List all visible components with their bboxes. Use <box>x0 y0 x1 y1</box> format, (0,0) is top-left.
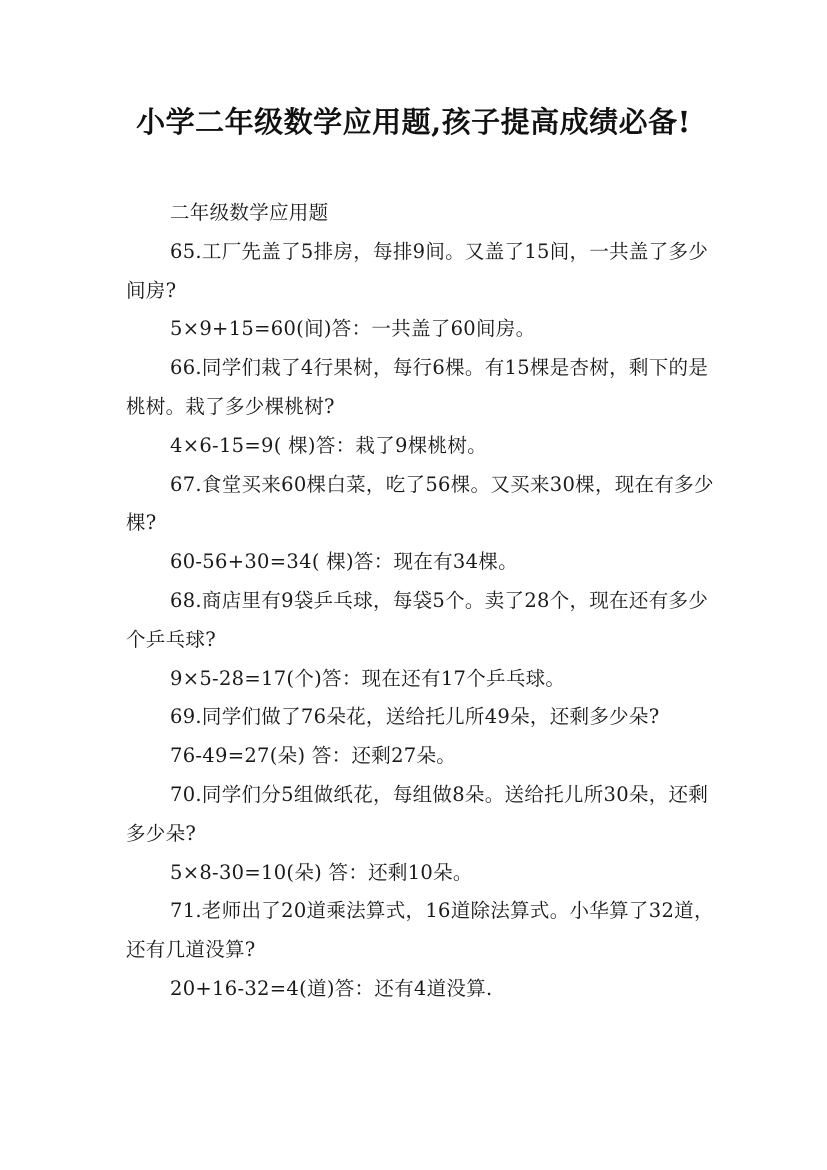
document-body <box>126 194 714 1009</box>
answer-67: 60-56+30=34( 棵)答：现在有34棵。 <box>170 550 518 574</box>
question-67: 67.食堂买来60棵白菜，吃了56棵。又买来30棵，现在有多少棵? <box>126 472 714 535</box>
question-70: 70.同学们分5组做纸花，每组做8朵。送给托儿所30朵，还剩多少朵? <box>126 782 709 845</box>
question-66: 66.同学们栽了4行果树，每行6棵。有15棵是杏树，剩下的是桃树。栽了多少棵桃树? <box>126 356 709 418</box>
answer-68: 9×5-28=17(个)答：现在还有17个乒乓球。 <box>170 666 566 690</box>
question-69: 69.同学们做了76朵花，送给托儿所49朵，还剩多少朵? <box>170 705 660 729</box>
answer-69: 76-49=27(朵) 答：还剩27朵。 <box>170 744 457 768</box>
section-heading: 二年级数学应用题 <box>170 201 329 224</box>
question-68: 68.商店里有9袋乒乓球，每袋5个。卖了28个，现在还有多少个乒乓球? <box>126 588 709 651</box>
answer-70: 5×8-30=10(朵) 答：还剩10朵。 <box>170 860 473 884</box>
answer-71: 20+16-32=4(道)答：还有4道没算. <box>170 976 493 1000</box>
document-title: 小学二年级数学应用题,孩子提高成绩必备! <box>136 105 691 139</box>
question-65: 65.工厂先盖了5排房，每排9间。又盖了15间，一共盖了多少间房? <box>126 239 709 302</box>
question-71: 71.老师出了20道乘法算式，16道除法算式。小华算了32道，还有几道没算? <box>126 899 714 962</box>
answer-65: 5×9+15=60(间)答：一共盖了60间房。 <box>170 317 536 341</box>
answer-66: 4×6-15=9( 棵)答：栽了9棵桃树。 <box>170 433 487 457</box>
